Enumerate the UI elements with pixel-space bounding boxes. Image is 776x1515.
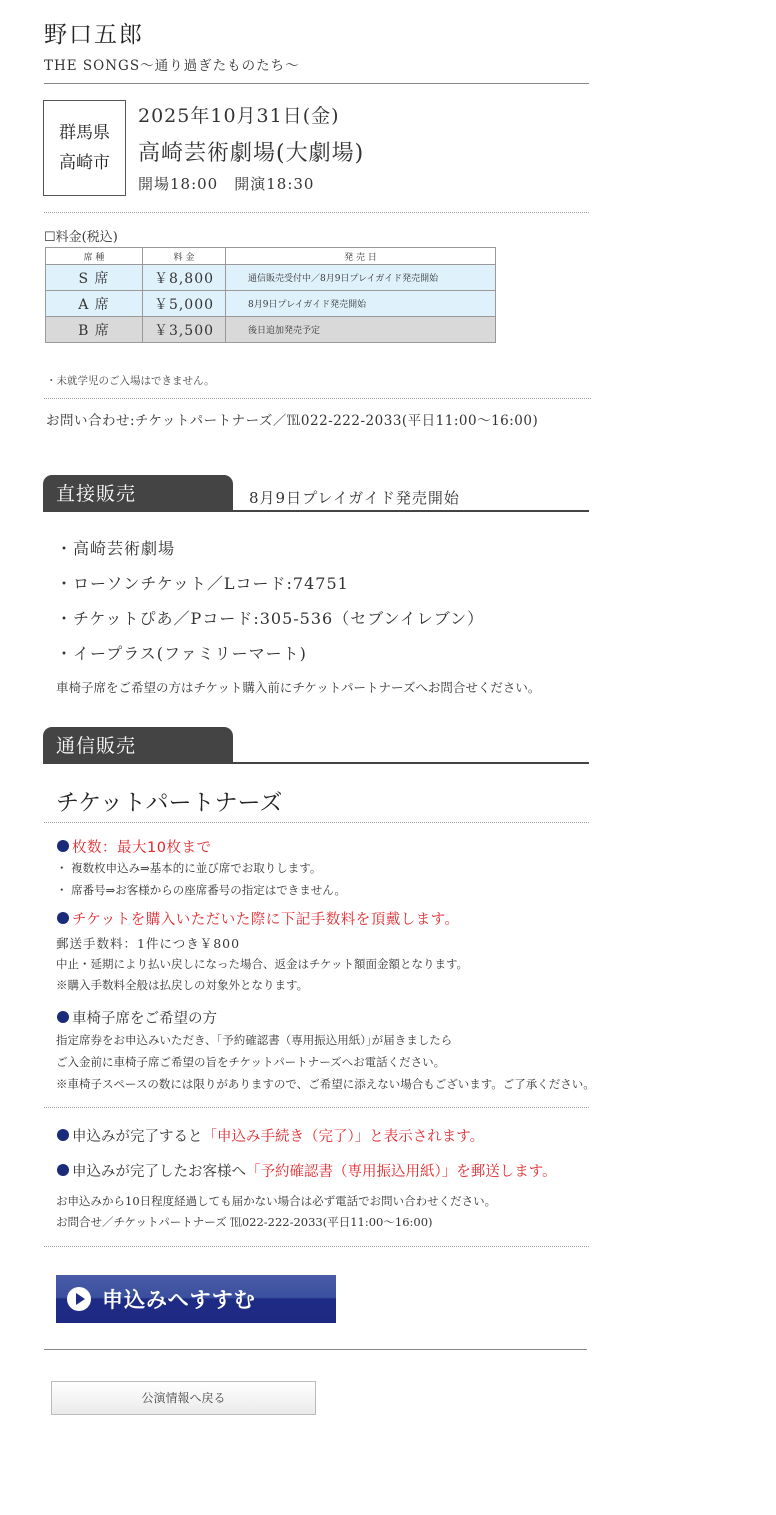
wheelchair-heading: 車椅子席をご希望の方 — [72, 1011, 217, 1027]
wheelchair-divider — [44, 1107, 589, 1108]
header-seat: 席 種 — [46, 248, 143, 265]
final-divider — [44, 1246, 589, 1247]
wheelchair-note: ご入金前に車椅子席ご希望の旨をチケットパートナーズへお電話ください。 — [56, 1055, 446, 1069]
tour-title: THE SONGS～通り過ぎたものたち～ — [44, 58, 300, 74]
mailing-highlight: 「予約確認書（専用振込用紙）」を郵送します。 — [246, 1164, 557, 1180]
price-table — [45, 247, 496, 343]
list-item: ・高崎芸術劇場 — [56, 539, 176, 558]
sale-info: 通信販売受付中／8月9日プレイガイド発売開始 — [226, 265, 496, 291]
price-row — [46, 317, 496, 343]
sale-info: 後日追加発売予定 — [226, 317, 496, 343]
event-venue: 高崎芸術劇場(大劇場) — [138, 141, 365, 166]
direct-sale-date: 8月9日プレイガイド発売開始 — [249, 489, 460, 507]
seat-type: A 席 — [46, 291, 143, 317]
complete-prefix: 申込みが完了すると — [72, 1129, 203, 1145]
header-sale: 発 売 日 — [226, 248, 496, 265]
note-divider — [44, 398, 591, 399]
tab-mail-sales: 通信販売 — [43, 727, 233, 763]
price-header-row — [46, 248, 496, 265]
bullet-icon — [57, 840, 69, 852]
final-note: お申込みから10日程度経過しても届かない場合は必ず電話でお問い合わせください。 — [56, 1194, 497, 1208]
fee-note: ※購入手数料全般は払戻しの対象外となります。 — [56, 978, 309, 992]
bullet-icon — [57, 912, 69, 924]
apply-button-label: 申込みへすすむ — [102, 1288, 256, 1312]
list-item: ・ローソンチケット／Lコード:74751 — [56, 574, 349, 593]
list-item: ・チケットぴあ／Pコード:305-536（セブンイレブン） — [56, 609, 485, 628]
price-row — [46, 291, 496, 317]
prefecture: 群馬県 — [59, 123, 110, 143]
limit-note: ・ 複数枚申込み⇒基本的に並び席でお取りします。 — [56, 861, 322, 875]
fee-note: 中止・延期により払い戻しになった場合、返金はチケット額面金額となります。 — [56, 957, 469, 971]
direct-tab-line — [43, 510, 589, 512]
inquiry-info: お問い合わせ:チケットパートナーズ／℡022-222-2033(平日11:00～16:00) — [46, 413, 539, 429]
location-box — [43, 100, 126, 196]
seat-type: S 席 — [46, 265, 143, 291]
wheelchair-note: 車椅子席をご希望の方はチケット購入前にチケットパートナーズへお問合せください。 — [56, 680, 541, 695]
seat-price: ￥8,800 — [143, 265, 226, 291]
bottom-divider — [44, 1349, 587, 1350]
partner-divider — [44, 822, 589, 823]
complete-highlight: 「申込み手続き（完了）」と表示されます。 — [202, 1129, 485, 1145]
children-note: ・未就学児のご入場はできません。 — [46, 375, 215, 387]
bullet-icon — [57, 1129, 69, 1141]
final-note: お問合せ／チケットパートナーズ ℡022-222-2033(平日11:00～16:00) — [56, 1215, 433, 1229]
mailing-prefix: 申込みが完了したお客様へ — [72, 1164, 246, 1180]
city: 高崎市 — [59, 153, 110, 173]
wheelchair-note: ※車椅子スペースの数には限りがありますので、ご希望に添えない場合もございます。ご了承ください。 — [56, 1077, 595, 1091]
fee-heading: チケットを購入いただいた際に下記手数料を頂戴します。 — [72, 912, 460, 928]
apply-button[interactable] — [56, 1275, 336, 1323]
event-date: 2025年10月31日(金) — [138, 105, 340, 127]
tab-direct-sales: 直接販売 — [43, 475, 233, 511]
list-item: ・イープラス(ファミリーマート) — [56, 644, 307, 663]
fee-note: 郵送手数料：1件につき￥800 — [56, 936, 241, 951]
sale-info: 8月9日プレイガイド発売開始 — [226, 291, 496, 317]
limit-note: ・ 席番号⇒お客様からの座席番号の指定はできません。 — [56, 883, 346, 897]
complete-message — [72, 1125, 484, 1146]
header-price: 料 金 — [143, 248, 226, 265]
bullet-icon — [57, 1011, 69, 1023]
back-button[interactable]: 公演情報へ戻る — [51, 1381, 316, 1415]
seat-price: ￥3,500 — [143, 317, 226, 343]
price-label: ☐料金(税込) — [44, 230, 118, 245]
bullet-icon — [57, 1164, 69, 1176]
partner-title: チケットパートナーズ — [56, 790, 283, 816]
event-divider — [44, 212, 589, 213]
limit-heading: 枚数：最大10枚まで — [72, 840, 212, 856]
seat-price: ￥5,000 — [143, 291, 226, 317]
artist-name: 野口五郎 — [44, 22, 144, 48]
header-divider — [44, 83, 589, 84]
price-row — [46, 265, 496, 291]
seat-type: B 席 — [46, 317, 143, 343]
play-triangle-icon — [76, 1293, 85, 1305]
event-times: 開場18:00 開演18:30 — [138, 175, 315, 193]
mail-tab-line — [43, 762, 589, 764]
wheelchair-note: 指定席券をお申込みいただき、｢予約確認書（専用振込用紙）｣が届きましたら — [56, 1033, 453, 1047]
mailing-message — [72, 1160, 557, 1181]
